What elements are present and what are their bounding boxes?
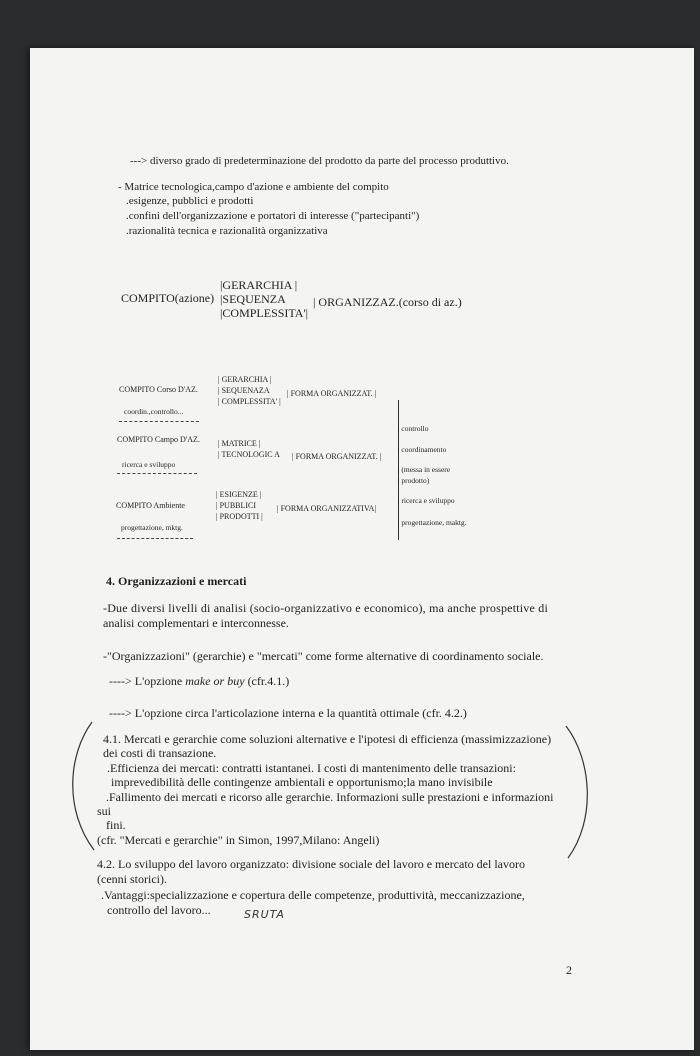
diagram2-head: COMPITO Ambiente [116,501,185,510]
section-title: 4. Organizzazioni e mercati [106,574,247,588]
sub41-line: dei costi di transazione. [103,746,217,760]
sub41-line: sui [97,804,112,818]
sub42-line: (cenni storici). [97,872,167,886]
diagram2-right-label: | prodotto) [398,476,430,485]
diagram1-item: |COMPLESSITA'| [220,306,309,320]
matrix-item: - Matrice tecnologica,campo d'azione e ambiente del compito [118,181,389,193]
handwritten-note: SRUTA [244,908,285,921]
sub41-line: .Fallimento dei mercati e ricorso alle gerarchie. Informazioni sulle prestazioni e informazioni [106,790,554,804]
sub41-line: .Efficienza dei mercati: contratti istantanei. I costi di mantenimento delle transazioni: [107,761,516,775]
diagram2-item: | TECNOLOGIC A [218,450,280,459]
diagram2-item: | SEQUENAZA [218,386,270,395]
section4-para2: -"Organizzazioni" (gerarchie) e "mercati" come forme alternative di coordinamento sociale. [103,649,544,663]
diagram2-form: | FORMA ORGANIZZAT. | [287,389,377,398]
diagram2-item: | ESIGENZE | [216,490,262,499]
matrix-item: .razionalità tecnica e razionalità organizzativa [126,225,328,237]
sub42-line: controllo del lavoro... [107,903,211,917]
sub41-line: fini. [106,818,126,832]
diagram2-item: | GERARCHIA | [218,375,272,384]
option-prefix: ----> L'opzione [109,674,186,688]
diagram2-head: COMPITO Campo D'AZ. [117,435,200,444]
intro-arrow-line: ---> diverso grado di predeterminazione del prodotto da parte del processo produttivo. [130,155,509,167]
diagram1-item: |SEQUENZA [220,292,286,306]
option-suffix: (cfr.4.1.) [244,674,290,688]
diagram2-item: | PUBBLICI [216,501,257,510]
diagram2-right-label: | controllo [398,424,429,433]
page-number: 2 [566,963,572,977]
sub41-citation: (cfr. "Mercati e gerarchie" in Simon, 1997,Milano: Angeli) [97,833,380,847]
diagram2-right-label: | ricerca e sviluppo [398,496,455,505]
sub41-line: imprevedibilità delle contingenze ambientali e opportunismo;la mano invisibile [111,775,493,789]
matrix-item: .confini dell'organizzazione e portatori di interesse ("partecipanti") [126,210,420,222]
sub42-line: .Vantaggi:specializzazione e copertura delle competenze, produttività, meccanizzazione, [101,888,525,902]
diagram2-form: | FORMA ORGANIZZAT. | [292,452,382,461]
diagram2-form: | FORMA ORGANIZZATIVA| [277,504,377,513]
diagram2-item: | MATRICE | [218,439,261,448]
diagram2-item: | COMPLESSITA' | [218,397,281,406]
diagram1-right: | ORGANIZZAZ.(corso di az.) [313,295,462,309]
diagram2-right-label: | (messa in essere [398,465,451,474]
diagram2-right-label: | coordinamento [398,445,447,454]
sub42-line: 4.2. Lo sviluppo del lavoro organizzato: divisione sociale del lavoro e mercato del lavoro [97,857,525,871]
diagram2-item: | PRODOTTI | [216,512,263,521]
section4-para1: analisi complementari e interconnesse. [103,616,289,630]
sub41-line: 4.1. Mercati e gerarchie come soluzioni alternative e l'ipotesi di efficienza (massimizzazione) [103,732,552,746]
diagram1-left: COMPITO(azione) [121,291,215,305]
diagram2-sub: coordin.,controllo... [124,407,184,416]
section4-para1: -Due diversi livelli di analisi (socio-organizzativo e economico), ma anche prospettive di [103,601,548,615]
diagram1-item: |GERARCHIA | [220,278,298,292]
diagram2-right-label: | progettazione, maktg. [398,518,467,527]
diagram2-sub: ricerca e sviluppo [122,460,176,469]
diagram2-head: COMPITO Corso D'AZ. [119,385,198,394]
option-italic: make or buy [185,674,245,688]
diagram2-sub: progettazione, mktg. [121,523,183,532]
matrix-item: .esigenze, pubblici e prodotti [126,195,254,207]
option-internal: ----> L'opzione circa l'articolazione interna e la quantità ottimale (cfr. 4.2.) [109,706,467,720]
